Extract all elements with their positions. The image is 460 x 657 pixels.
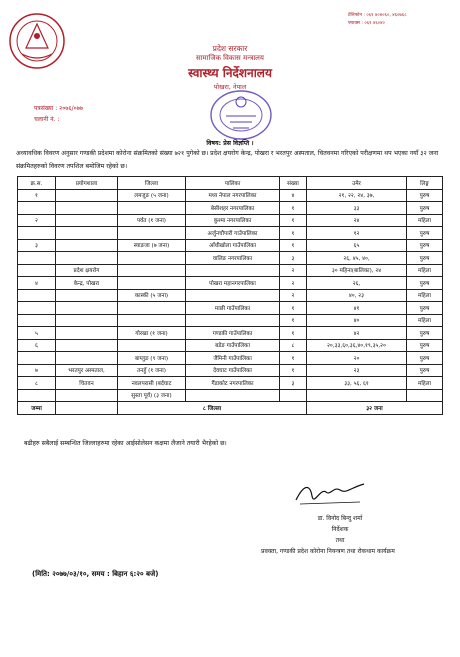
cell-district: कास्की (५ जना) (118, 289, 186, 302)
ministry-name: सामाजिक विकास मन्त्रालय (196, 54, 264, 62)
signatory-name: डा. विनोद बिन्दु शर्मा (317, 515, 363, 522)
cell-sex: महिला (407, 289, 443, 302)
cell-sn (18, 227, 56, 240)
cell-count: ३ (280, 252, 307, 265)
cell-sn: ५ (18, 327, 56, 340)
cell-sex (407, 389, 443, 402)
table-row (18, 239, 443, 252)
cell-sn: ४ (18, 277, 56, 290)
cell-age: २४ (307, 214, 407, 227)
chalani-label: चलानी नं. (34, 116, 56, 123)
table-row (18, 202, 443, 215)
cell-count (280, 389, 307, 402)
signatory-conj: तथा (335, 537, 345, 544)
govt-name: प्रदेश सरकार (212, 44, 248, 53)
cell-palika: देवघाट गाउँपालिका (186, 364, 280, 377)
signatory-designation: निर्देशक (331, 526, 349, 533)
cell-age: ४० (307, 314, 407, 327)
table-row (18, 214, 443, 227)
header-sn: क्र.स. (18, 177, 56, 190)
cell-lab: चितवन (56, 377, 118, 390)
cell-lab (56, 239, 118, 252)
cell-lab (56, 189, 118, 202)
cell-count: ३ (280, 377, 307, 390)
cell-lab (56, 389, 118, 402)
cell-lab (56, 202, 118, 215)
cell-age: ४२ (307, 327, 407, 340)
cell-sn: ३ (18, 239, 56, 252)
cell-sex: महिला (407, 314, 443, 327)
cell-sex: पुरुष (407, 227, 443, 240)
table-row (18, 389, 443, 402)
cell-sex: पुरुष (407, 277, 443, 290)
patra-label: पत्रसंख्या (34, 105, 54, 112)
handwritten-signature (290, 478, 370, 510)
cell-lab: केन्द्र, पोखरा (56, 277, 118, 290)
patra-sankhya: पत्रसंख्या : २०७६/०७७ (34, 105, 84, 112)
cell-count: १ (280, 202, 307, 215)
cell-sex: पुरुष (407, 339, 443, 352)
cell-sn (18, 202, 56, 215)
cell-sex: पुरुष (407, 202, 443, 215)
cell-district: तनहुँ (१ जना) (118, 364, 186, 377)
cell-palika: बडेङ गाउँपालिका (186, 339, 280, 352)
cell-age: २१, २२, २४, ३७, (307, 189, 407, 202)
cell-sex: पुरुष (407, 189, 443, 202)
cell-sn (18, 389, 56, 402)
table-row (18, 302, 443, 315)
cell-count: १ (280, 239, 307, 252)
cell-palika: वालिङ नगरपालिका (186, 252, 280, 265)
cases-table (17, 176, 443, 415)
cell-age: २०,३३,६०,३६,४०,१९,३५,२० (307, 339, 407, 352)
table-row (18, 352, 443, 365)
contact-info (348, 12, 407, 28)
total-label: जम्मा (18, 402, 56, 415)
cell-age: ३३ (307, 202, 407, 215)
cell-lab (56, 302, 118, 315)
cell-sex: पुरुष (407, 364, 443, 377)
cell-lab (56, 289, 118, 302)
cell-age: १२ (307, 227, 407, 240)
cell-age: ४०, २३ (307, 289, 407, 302)
cell-age: ४१ (307, 302, 407, 315)
table-row (18, 377, 443, 390)
cell-sex: पुरुष (407, 239, 443, 252)
cell-palika: बेसीशहर नगरपालिका (186, 202, 280, 215)
cell-district (118, 339, 186, 352)
header-palika: पालिका (186, 177, 280, 190)
cell-palika: गैंडाकोट नगरपालिका (186, 377, 280, 390)
header-district: जिल्ला (118, 177, 186, 190)
header-age: उमेर (307, 177, 407, 190)
cell-lab (56, 327, 118, 340)
cell-count: १ (280, 227, 307, 240)
cell-sn (18, 264, 56, 277)
chalani-number: चलानी नं. : (34, 116, 60, 123)
subject-line: विषय: प्रेस विज्ञप्ति । (206, 140, 254, 147)
office-name: स्वास्थ्य निर्देशनालय (188, 66, 272, 80)
cell-age: ३० महिना(बालिका), २४ (307, 264, 407, 277)
cell-sn: २ (18, 214, 56, 227)
closing-statement: बढीहरु सबैलाई सम्बन्धित जिल्लाहरुमा रहेका आईसोलेसन कक्षमा लैजाने तयारी भैरहेको छ। (24, 440, 227, 447)
cell-count: २ (280, 277, 307, 290)
cell-sn: ८ (18, 377, 56, 390)
cell-palika (186, 289, 280, 302)
cell-sex: महिला (407, 214, 443, 227)
cell-count: २ (280, 264, 307, 277)
cell-district (118, 302, 186, 315)
cell-age: २३ (307, 364, 407, 377)
cell-sn: ७ (18, 364, 56, 377)
table-row (18, 327, 443, 340)
table-row (18, 364, 443, 377)
cell-district (118, 314, 186, 327)
cell-sn (18, 352, 56, 365)
office-place: पोखरा, नेपाल (213, 83, 247, 91)
cell-sex: पुरुष (407, 352, 443, 365)
cell-age: २६, (307, 277, 407, 290)
cell-palika (186, 314, 280, 327)
cell-count: १ (280, 327, 307, 340)
fax-number: फ्याक्स : ०६१ ४६०४० (348, 21, 385, 26)
cell-sn (18, 252, 56, 265)
cell-count: ४ (280, 189, 307, 202)
cell-palika: माछी गाउँपालिका (186, 302, 280, 315)
cell-district: बाग्लुङ (९ जना) (118, 352, 186, 365)
cell-district (118, 227, 186, 240)
cell-lab (56, 214, 118, 227)
cell-sn (18, 302, 56, 315)
cell-lab: भरतपुर अस्पताल, (56, 364, 118, 377)
cell-sex: पुरुष (407, 252, 443, 265)
office-stamp-seal (206, 86, 276, 144)
cell-lab (56, 227, 118, 240)
header-sex: लिङ्ग (407, 177, 443, 190)
cell-age: ६५ (307, 239, 407, 252)
cell-count: १ (280, 352, 307, 365)
cell-count: ८ (280, 339, 307, 352)
cell-sex: पुरुष (407, 327, 443, 340)
cell-lab (56, 352, 118, 365)
cell-district: नवलपरासी (बर्दघाट (118, 377, 186, 390)
cell-district (118, 252, 186, 265)
intro-paragraph: अध्यावधिक विवरण अनुसार गण्डकी प्रदेशमा कोरोना संक्रमितको संख्या ७२१ पुगेको छ। प्रदेश क्षयरोग केन्द्र, पोखरा र भरतपुर अस्पताल, चितवनमा गरिएको परीक्षणमा थप भएका नयाँ ३२ जना संक्रमितहरुको विवरण तपशिल बमोजिम रहेको छ। (16, 150, 439, 170)
cell-sn (18, 289, 56, 302)
cell-palika: मध्य नेपाल नगरपालिका (186, 189, 280, 202)
table-total-row (18, 402, 443, 415)
cell-district: पर्वत (१ जना) (118, 214, 186, 227)
table-row (18, 289, 443, 302)
cell-count: १ (280, 314, 307, 327)
cell-district (118, 202, 186, 215)
table-row (18, 189, 443, 202)
cell-count: १ (280, 364, 307, 377)
cell-district: सुस्ता पूर्व) (३ जना) (118, 389, 186, 402)
cell-lab (56, 339, 118, 352)
release-date: (मिति: २०७७/०३/१०, समय : बिहान ६:२० बजे) (32, 570, 159, 578)
cell-sn (18, 314, 56, 327)
header-count: संख्या (280, 177, 307, 190)
table-row (18, 277, 443, 290)
cell-district: स्याङजा (७ जना) (118, 239, 186, 252)
cell-sn: ६ (18, 339, 56, 352)
cell-palika: पोखरा महानगरपालिका (186, 277, 280, 290)
cell-palika: गण्डकी गाउँपालिका (186, 327, 280, 340)
table-row (18, 252, 443, 265)
header-lab: प्रयोगशाला (56, 177, 118, 190)
cell-palika (186, 264, 280, 277)
cell-sex: महिला (407, 377, 443, 390)
cell-palika: आँधीखोला गाउँपालिका (186, 239, 280, 252)
table-row (18, 264, 443, 277)
table-row (18, 339, 443, 352)
cell-age: २६, ४५, ४०, (307, 252, 407, 265)
cell-palika: अर्जुनचौपारी गाउँपालिका (186, 227, 280, 240)
cell-count: १ (280, 302, 307, 315)
cell-sn: १ (18, 189, 56, 202)
cell-lab (56, 314, 118, 327)
cell-age: ३३, ५६, ६१ (307, 377, 407, 390)
table-row (18, 314, 443, 327)
cell-palika: जैमिनी गाउँपालिका (186, 352, 280, 365)
cell-sex: महिला (407, 264, 443, 277)
cell-palika: कुश्मा नगरपालिका (186, 214, 280, 227)
cell-lab: प्रदेश क्षयरोग (56, 264, 118, 277)
table-row (18, 227, 443, 240)
cell-palika (186, 389, 280, 402)
cell-district (118, 277, 186, 290)
cell-district: लमजुङ (५ जना) (118, 189, 186, 202)
cell-district: गोरखा (१ जना) (118, 327, 186, 340)
table-header-row (18, 177, 443, 190)
total-count: ३२ जना (307, 402, 443, 415)
cell-count: २ (280, 289, 307, 302)
cell-age: २० (307, 352, 407, 365)
cell-count: १ (280, 214, 307, 227)
cell-lab (56, 252, 118, 265)
phone-number: टेलिफोन : ०६१ ४०४०६०, ४६०७६८ (348, 13, 407, 18)
patra-value: २०७६/०७७ (59, 105, 84, 112)
cell-district (118, 264, 186, 277)
cell-sex: पुरुष (407, 302, 443, 315)
cell-age (307, 389, 407, 402)
signatory-role: प्रवक्ता, गण्डकी प्रदेश कोरोना नियन्त्रण तथा रोकथाम कार्यक्रम (261, 548, 395, 555)
total-districts: ८ जिल्ला (118, 402, 307, 415)
